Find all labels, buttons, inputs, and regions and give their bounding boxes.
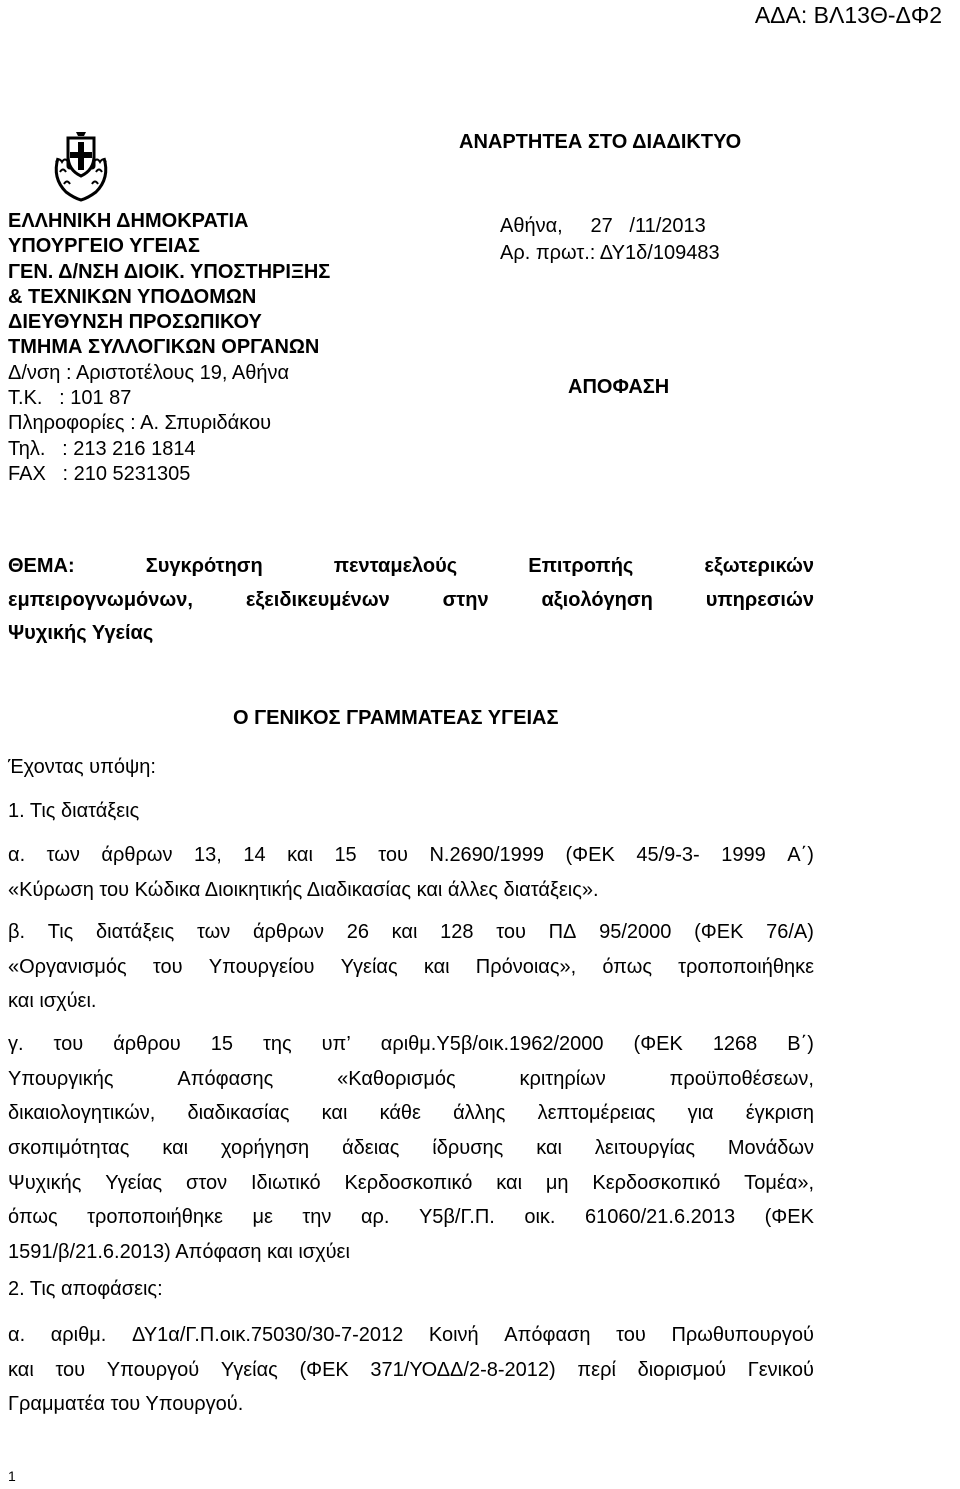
word: Κερδοσκοπικό (592, 1171, 721, 1194)
paragraph-line (8, 1318, 814, 1353)
date-protocol-block (500, 213, 720, 267)
item-2-heading: 2. Τις αποφάσεις: (8, 1278, 163, 1300)
word: 61060/21.6.2013 (584, 1206, 736, 1229)
sender-contact-person: Πληροφορίες : Α. Σπυριδάκου (8, 412, 272, 435)
paragraph-line (8, 1166, 814, 1201)
word: και (287, 843, 313, 866)
paragraph-line (8, 1096, 814, 1131)
word: κριτηρίων (519, 1067, 606, 1090)
word: διαδικασίας (187, 1102, 290, 1125)
word: περί (577, 1358, 616, 1381)
subject-word: ΘΕΜΑ: (8, 555, 75, 577)
word: Κερδοσκοπικό (344, 1171, 473, 1194)
word: Πρωθυπουργού (671, 1323, 814, 1346)
decision-title: ΑΠΟΦΑΣΗ (568, 376, 670, 398)
subject-word: υπηρεσιών (705, 588, 814, 611)
word: «Καθορισμός (337, 1067, 456, 1090)
word: (ΦΕΚ (565, 843, 615, 866)
sender-line: ΤΜΗΜΑ ΣΥΛΛΟΓΙΚΩΝ ΟΡΓΑΝΩΝ (8, 336, 320, 359)
word: διατάξεις (96, 920, 175, 943)
provision-c (8, 1027, 814, 1270)
word: δικαιολογητικών, (8, 1102, 156, 1125)
word: «Οργανισμός (8, 955, 127, 978)
word: στον (186, 1171, 228, 1194)
protocol-number: Αρ. πρωτ.: ΔΥ1δ/109483 (500, 242, 720, 264)
subject-line (8, 550, 814, 584)
subject-block (8, 550, 814, 651)
word: Ιδιωτικό (250, 1171, 321, 1194)
word: ίδρυσης (432, 1136, 504, 1159)
word: Μονάδων (727, 1136, 814, 1159)
word: της (262, 1032, 292, 1055)
word: 26 (346, 920, 369, 943)
sender-block (8, 209, 330, 487)
sender-phone: Τηλ. : 213 216 1814 (8, 437, 196, 460)
paragraph-line: Γραμματέα του Υπουργού. (8, 1393, 244, 1416)
word: 1999 (721, 843, 766, 866)
sender-line: ΔΙΕΥΘΥΝΣΗ ΠΡΟΣΩΠΙΚΟΥ (8, 311, 262, 334)
word: οικ. (524, 1206, 556, 1229)
sender-line: ΓΕΝ. Δ/ΝΣΗ ΔΙΟΙΚ. ΥΠΟΣΤΗΡΙΞΗΣ (8, 260, 331, 283)
word: άρθρων (252, 920, 325, 943)
word: κάθε (379, 1102, 421, 1125)
sender-fax: FAX : 210 5231305 (8, 462, 191, 485)
word: την (302, 1206, 332, 1229)
word: ΔΥ1α/Γ.Π.οικ.75030/30-7-2012 (131, 1323, 404, 1346)
word: έγκριση (745, 1102, 814, 1125)
word: όπως (8, 1206, 58, 1229)
publish-notice: ΑΝΑΡΤΗΤΕΑ ΣΤΟ ΔΙΑΔΙΚΤΥΟ (459, 131, 742, 153)
word: Υγείας (340, 955, 398, 978)
word: (ΦΕΚ (694, 920, 744, 943)
provision-b (8, 915, 814, 1019)
word: όπως (602, 955, 652, 978)
word: (ΦΕΚ (764, 1206, 814, 1229)
paragraph-line (8, 915, 814, 950)
word: Υ5β/Γ.Π. (418, 1206, 495, 1229)
word: του (152, 955, 183, 978)
word: Ν.2690/1999 (429, 843, 544, 866)
word: (ΦΕΚ (633, 1032, 683, 1055)
word: 15 (210, 1032, 233, 1055)
word: για (687, 1102, 714, 1125)
word: αριθμ.Υ5β/οικ.1962/2000 (380, 1032, 604, 1055)
word: λεπτομέρειας (537, 1102, 656, 1125)
word: του (616, 1323, 646, 1346)
paragraph-line (8, 1027, 814, 1062)
paragraph-line: και ισχύει. (8, 990, 97, 1013)
subject-word: εξωτερικών (704, 555, 814, 577)
word: άδειας (342, 1136, 400, 1159)
word: γ. (8, 1032, 24, 1055)
word: Απόφαση (504, 1323, 591, 1346)
word: Γενικού (747, 1358, 814, 1381)
word: τροποποιήθηκε (678, 955, 814, 978)
word: 15 (334, 843, 357, 866)
word: Τις (47, 920, 74, 943)
word: και (496, 1171, 523, 1194)
item-1-heading: 1. Τις διατάξεις (8, 800, 140, 822)
word: 95/2000 (599, 920, 672, 943)
paragraph-line (8, 950, 814, 985)
word: των (46, 843, 80, 866)
word: άλλης (453, 1102, 506, 1125)
word: υπ’ (321, 1032, 351, 1055)
word: σκοπιμότητας (8, 1136, 130, 1159)
word: και (536, 1136, 562, 1159)
word: των (197, 920, 231, 943)
considering-label: Έχοντας υπόψη: (8, 756, 156, 778)
word: Πρόνοιας», (475, 955, 577, 978)
word: με (252, 1206, 273, 1229)
coat-of-arms-icon (48, 128, 114, 202)
sender-postcode: Τ.Κ. : 101 87 (8, 387, 132, 410)
word: Τομέα», (744, 1171, 814, 1194)
paragraph-line (8, 1200, 814, 1235)
word: α. (8, 843, 26, 866)
word: Υγείας (105, 1171, 163, 1194)
paragraph-line (8, 1131, 814, 1166)
paragraph-line (8, 1062, 814, 1097)
word: λειτουργίας (594, 1136, 695, 1159)
word: (ΦΕΚ (299, 1358, 349, 1381)
subject-word: αξιολόγηση (541, 588, 653, 611)
paragraph-line (8, 1353, 814, 1388)
word: Υπουργείου (208, 955, 315, 978)
decision-a (8, 1318, 814, 1422)
paragraph-line (8, 838, 814, 873)
word: άρθρων (101, 843, 173, 866)
paragraph-line: 1591/β/21.6.2013) Απόφαση και ισχύει (8, 1241, 350, 1264)
word: και (321, 1102, 348, 1125)
word: του (53, 1032, 84, 1055)
word: μη (545, 1171, 569, 1194)
word: του (496, 920, 526, 943)
word: 128 (440, 920, 474, 943)
word: Υπουργού (106, 1358, 200, 1381)
subject-word: Συγκρότηση (145, 555, 263, 577)
paragraph-line: «Κύρωση του Κώδικα Διοικητικής Διαδικασίας και άλλες διατάξεις». (8, 878, 599, 901)
word: 76/Α) (766, 920, 814, 943)
word: και (8, 1358, 34, 1381)
city-date: Αθήνα, 27 /11/2013 (500, 215, 706, 237)
sender-line: ΥΠΟΥΡΓΕΙΟ ΥΓΕΙΑΣ (8, 235, 200, 258)
word: Ψυχικής (8, 1171, 82, 1194)
word: Απόφασης (177, 1067, 274, 1090)
word: και (162, 1136, 189, 1159)
subject-word: Επιτροπής (528, 555, 634, 577)
word: Α΄) (787, 843, 814, 866)
subject-line: Ψυχικής Υγείας (8, 622, 154, 644)
word: Κοινή (428, 1323, 479, 1346)
provision-a (8, 838, 814, 907)
subject-word: πενταμελούς (333, 555, 458, 577)
word: χορήγηση (221, 1136, 310, 1159)
word: του (55, 1358, 86, 1381)
word: αρ. (360, 1206, 390, 1229)
word: β. (8, 920, 26, 943)
sender-address: Δ/νση : Αριστοτέλους 19, Αθήνα (8, 361, 290, 384)
word: Β΄) (787, 1032, 814, 1055)
word: αριθμ. (50, 1323, 107, 1346)
subject-word: εμπειρογνωμόνων, (8, 588, 193, 611)
secretary-general-heading: Ο ΓΕΝΙΚΟΣ ΓΡΑΜΜΑΤΕΑΣ ΥΓΕΙΑΣ (233, 707, 559, 729)
word: του (378, 843, 408, 866)
page-number: 1 (8, 1468, 16, 1484)
word: 371/ΥΟΔΔ/2-8-2012) (370, 1358, 556, 1381)
subject-word: στην (442, 588, 489, 611)
sender-line: & ΤΕΧΝΙΚΩΝ ΥΠΟΔΟΜΩΝ (8, 285, 257, 308)
sender-line: ΕΛΛΗΝΙΚΗ ΔΗΜΟΚΡΑΤΙΑ (8, 210, 249, 232)
word: διορισμού (637, 1358, 727, 1381)
word: α. (8, 1323, 26, 1346)
word: 14 (243, 843, 266, 866)
word: 13, (194, 843, 222, 866)
word: και (423, 955, 450, 978)
word: τροποποιήθηκε (87, 1206, 223, 1229)
word: ΠΔ (548, 920, 577, 943)
subject-line (8, 584, 814, 618)
word: Υπουργικής (8, 1067, 114, 1090)
word: προϋποθέσεων, (669, 1067, 814, 1090)
word: 45/9-3- (636, 843, 700, 866)
subject-word: εξειδικευμένων (245, 588, 390, 611)
word: 1268 (712, 1032, 758, 1055)
word: και (391, 920, 418, 943)
ada-code: ΑΔΑ: ΒΛ13Θ-ΔΦ2 (754, 2, 942, 28)
word: Υγείας (220, 1358, 278, 1381)
word: άρθρου (113, 1032, 181, 1055)
